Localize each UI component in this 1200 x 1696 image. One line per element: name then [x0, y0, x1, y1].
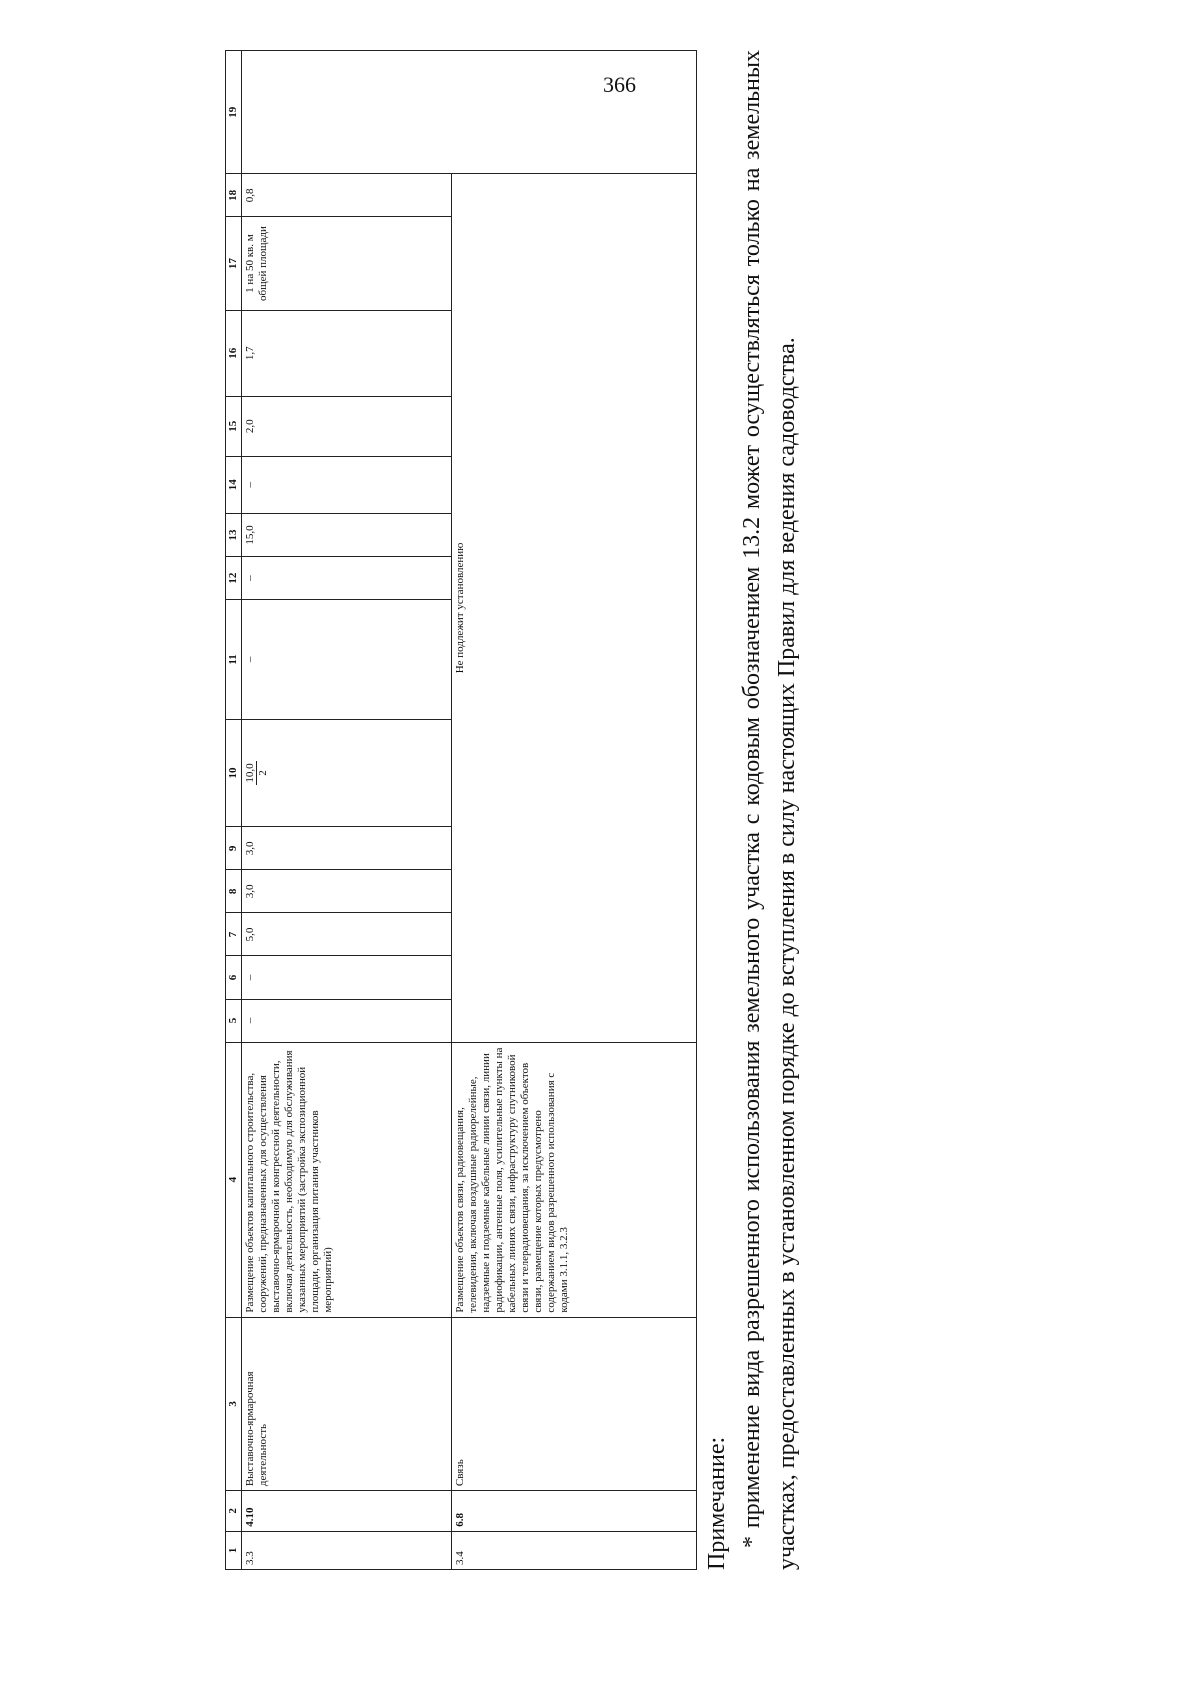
cell-c16: 1,7 [241, 310, 451, 396]
col-header-5: 5 [226, 999, 242, 1042]
table-row [451, 51, 696, 1570]
cell-code: 6.8 [451, 1491, 696, 1532]
col-header-15: 15 [226, 396, 242, 456]
cell-code: 4.10 [241, 1491, 451, 1532]
cell-c19 [241, 51, 696, 174]
cell-c6: – [241, 956, 451, 999]
col-header-11: 11 [226, 600, 242, 720]
col-header-19: 19 [226, 51, 242, 174]
col-header-13: 13 [226, 514, 242, 557]
cell-c18: 0,8 [241, 174, 451, 217]
cell-use-type: Выставочно-ярмарочная деятельность [241, 1317, 451, 1490]
cell-c8: 3,0 [241, 870, 451, 913]
rotated-content [140, 0, 1080, 1640]
cell-number: 3.3 [241, 1531, 451, 1569]
cell-c10 [241, 719, 451, 827]
cell-number: 3.4 [451, 1531, 696, 1569]
cell-use-type: Связь [451, 1317, 696, 1490]
col-header-17: 17 [226, 217, 242, 310]
note-block [700, 50, 804, 1570]
cell-c13: 15,0 [241, 514, 451, 557]
col-header-1: 1 [226, 1531, 242, 1569]
cell-description: Размещение объектов связи, радиовещания, телевидения, включая воздушные радиорелейные, надземные и подземные кабельные линии связи, линии радиофикации, антенные поля, усилительные пункты на кабельных линиях связи, инфраструктуру спутниковой связи и телерадиовещания, за исключением объектов связи, размещение которых предусмотрено содержанием видов разрешенного использования с кодами 3.1.1, 3.2.3 [451, 1042, 696, 1317]
col-header-12: 12 [226, 557, 242, 600]
col-header-16: 16 [226, 310, 242, 396]
fraction-denominator: 2 [257, 770, 270, 776]
cell-not-applicable: Не подлежит установлению [451, 174, 696, 1042]
col-header-2: 2 [226, 1491, 242, 1532]
col-header-8: 8 [226, 870, 242, 913]
fraction [244, 761, 269, 784]
col-header-3: 3 [226, 1317, 242, 1490]
table-row [241, 51, 451, 1570]
page-number: 366 [603, 72, 636, 97]
cell-c11: – [241, 600, 451, 720]
fraction-numerator: 10,0 [243, 763, 256, 783]
col-header-6: 6 [226, 956, 242, 999]
cell-c14: – [241, 456, 451, 513]
col-header-10: 10 [226, 719, 242, 827]
cell-c5: – [241, 999, 451, 1042]
cell-c12: – [241, 557, 451, 600]
note-text: * применение вида разрешенного использования земельного участка с кодовым обозначением 13.2 может осуществляться только на земельных участках, предоставленных в установленном порядке до вступления в силу настоящих Правил для ведения садоводства. [738, 50, 800, 1570]
col-header-9: 9 [226, 827, 242, 870]
header-row [226, 51, 242, 1570]
col-header-7: 7 [226, 913, 242, 956]
col-header-4: 4 [226, 1042, 242, 1317]
cell-c9: 3,0 [241, 827, 451, 870]
regulations-table [225, 50, 697, 1570]
cell-c15: 2,0 [241, 396, 451, 456]
col-header-18: 18 [226, 174, 242, 217]
cell-c7: 5,0 [241, 913, 451, 956]
col-header-14: 14 [226, 456, 242, 513]
note-title: Примечание: [704, 1436, 730, 1570]
cell-description: Размещение объектов капитального строительства, сооружений, предназначенных для осуществления выставочно-ярмарочной и конгрессной деятельности, включая деятельность, необходимую для обслуживания указанных мероприятий (застройка экспозиционной площади, организация питания участников мероприятий) [241, 1042, 451, 1317]
cell-c17: 1 на 50 кв. м общей площади [241, 217, 451, 310]
